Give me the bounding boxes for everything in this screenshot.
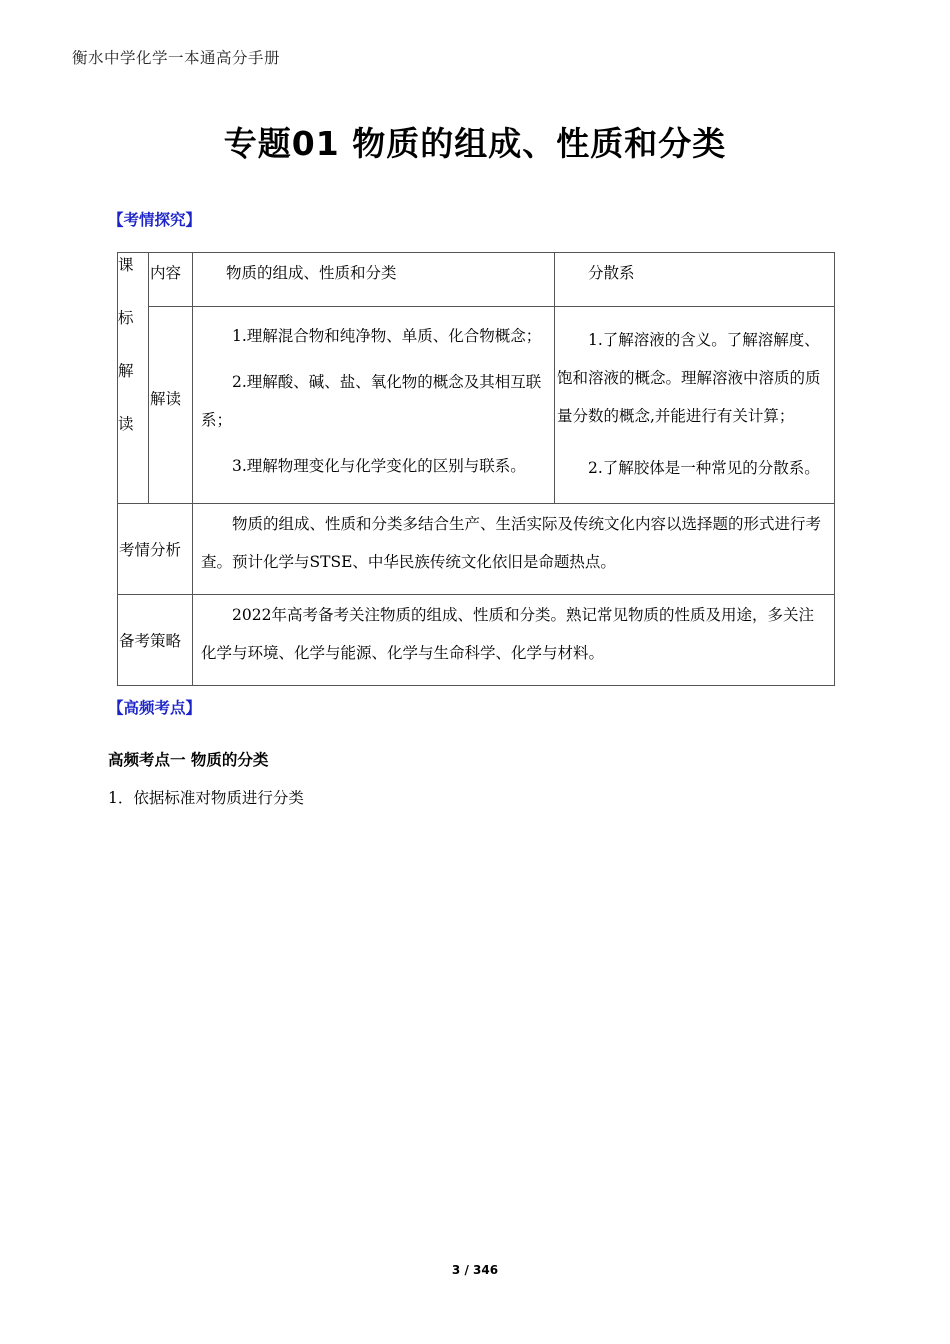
exam-analysis-table: [117, 252, 835, 686]
strategy-text: 2022年高考备考关注物质的组成、性质和分类。熟记常见物质的性质及用途，多关注化学与环境、化学与能源、化学与生命科学、化学与材料。: [201, 606, 814, 662]
col2-header: 分散系: [555, 253, 835, 307]
table-row: [118, 504, 835, 595]
section-kaoqing: 【考情探究】: [108, 211, 202, 229]
list-item: 3.理解物理变化与化学变化的区别与联系。: [232, 457, 526, 475]
page-title: 专题01 物质的组成、性质和分类: [223, 124, 727, 163]
analysis-label: 考情分析: [118, 504, 193, 595]
header-text: 衡水中学化学一本通高分手册: [72, 49, 281, 67]
kebiao-char: 标: [118, 309, 134, 327]
strategy-label: 备考策略: [118, 595, 193, 686]
col1-items-cell: [193, 307, 555, 504]
subheading: 高频考点一 物质的分类: [108, 751, 269, 769]
point-item: 1．依据标准对物质进行分类: [108, 789, 304, 807]
table-row: [118, 307, 835, 504]
strategy-cell: [193, 595, 835, 686]
kebiao-jiedu-label: [118, 253, 149, 504]
jiedu-label: 解读: [149, 307, 193, 504]
kebiao-char: 课: [118, 256, 134, 274]
neirong-label: 内容: [149, 253, 193, 307]
table-row: [118, 595, 835, 686]
list-item: 2.理解酸、碱、盐、氧化物的概念及其相互联系；: [201, 373, 542, 429]
kebiao-char: 读: [118, 415, 134, 433]
kebiao-char: 解: [118, 362, 134, 380]
col2-items-cell: [555, 307, 835, 504]
page-number: 3 / 346: [451, 1263, 499, 1277]
list-item: 1.了解溶液的含义。了解溶解度、饱和溶液的概念。理解溶液中溶质的质量分数的概念,并能进行有关计算；: [557, 331, 821, 425]
section-gaopin: 【高频考点】: [108, 699, 202, 717]
analysis-text: 物质的组成、性质和分类多结合生产、生活实际及传统文化内容以选择题的形式进行考查。预计化学与STSE、中华民族传统文化依旧是命题热点。: [201, 515, 822, 571]
table-row: [118, 253, 835, 307]
list-item: 2.了解胶体是一种常见的分散系。: [588, 459, 820, 477]
list-item: 1.理解混合物和纯净物、单质、化合物概念；: [232, 327, 542, 345]
col1-header: 物质的组成、性质和分类: [193, 253, 555, 307]
analysis-cell: [193, 504, 835, 595]
